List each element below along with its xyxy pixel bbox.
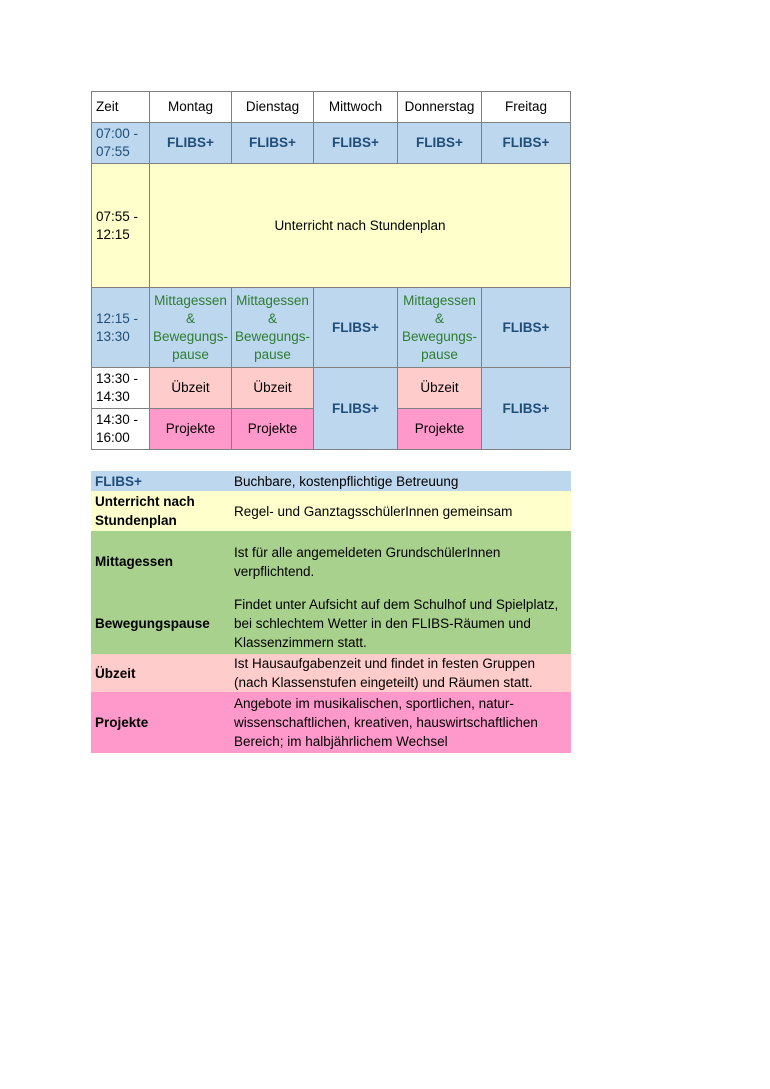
header-dienstag: Dienstag	[232, 92, 314, 123]
schedule-table	[91, 91, 571, 450]
cell-flibs: FLIBS+	[232, 123, 314, 164]
cell-mittagessen: Mittagessen & Bewegungs-pause	[150, 288, 232, 368]
time-cell: 07:55 - 12:15	[92, 164, 150, 288]
time-cell: 07:00 - 07:55	[92, 123, 150, 164]
legend-row-uebzeit	[91, 654, 571, 692]
header-row	[92, 92, 571, 123]
cell-uebzeit: Übzeit	[150, 368, 232, 409]
row-0755	[92, 164, 571, 288]
legend-term: Projekte	[95, 715, 149, 730]
header-freitag: Freitag	[482, 92, 571, 123]
header-montag: Montag	[150, 92, 232, 123]
header-mittwoch: Mittwoch	[314, 92, 398, 123]
row-0700	[92, 123, 571, 164]
legend-row-unterricht	[91, 491, 571, 531]
legend-desc: Findet unter Aufsicht auf dem Schulhof und Spielplatz, bei schlechtem Wetter in den FLIBS-Räumen und Klassenzimmern statt.	[234, 596, 559, 650]
cell-projekte: Projekte	[232, 409, 314, 450]
header-zeit: Zeit	[92, 92, 150, 123]
cell-uebzeit: Übzeit	[232, 368, 314, 409]
cell-uebzeit: Übzeit	[398, 368, 482, 409]
cell-mittagessen: Mittagessen & Bewegungs-pause	[232, 288, 314, 368]
legend-term: Übzeit	[95, 665, 136, 681]
cell-unterricht: Unterricht nach Stundenplan	[150, 164, 571, 288]
legend-term: FLIBS+	[95, 473, 142, 489]
cell-flibs: FLIBS+	[314, 288, 398, 368]
legend-desc: Ist Hausaufgabenzeit und findet in festen Gruppen (nach Klassenstufen eingeteilt) und Räumen statt.	[234, 656, 535, 690]
cell-projekte: Projekte	[398, 409, 482, 450]
legend-desc: Ist für alle angemeldeten GrundschülerInnen verpflichtend.	[234, 544, 501, 579]
legend-row-bewegungspause	[91, 592, 571, 654]
legend-term: Mittagessen	[95, 554, 174, 569]
legend-row-mittagessen	[91, 531, 571, 592]
cell-flibs: FLIBS+	[314, 368, 398, 450]
time-cell: 13:30 - 14:30	[92, 368, 150, 409]
cell-flibs: FLIBS+	[482, 288, 571, 368]
cell-flibs: FLIBS+	[482, 368, 571, 450]
legend-term: Bewegungspause	[95, 615, 210, 631]
legend-term: Unterricht nach Stundenplan	[95, 494, 195, 528]
legend-row-projekte	[91, 692, 571, 753]
time-cell: 14:30 - 16:00	[92, 409, 150, 450]
legend-desc: Angebote im musikalischen, sportlichen, natur-wissenschaftlichen, kreativen, hauswirtschaftlichen Bereich; im halbjährlichem Wechsel	[234, 696, 538, 749]
legend-desc: Regel- und GanztagsschülerInnen gemeinsam	[234, 503, 513, 519]
header-donnerstag: Donnerstag	[398, 92, 482, 123]
cell-projekte: Projekte	[150, 409, 232, 450]
row-1330	[92, 368, 571, 409]
cell-flibs: FLIBS+	[150, 123, 232, 164]
cell-flibs: FLIBS+	[482, 123, 571, 164]
cell-mittagessen: Mittagessen & Bewegungs-pause	[398, 288, 482, 368]
legend-row-flibs	[91, 471, 571, 491]
row-1215	[92, 288, 571, 368]
time-cell: 12:15 - 13:30	[92, 288, 150, 368]
legend-desc: Buchbare, kostenpflichtige Betreuung	[234, 473, 459, 489]
cell-flibs: FLIBS+	[398, 123, 482, 164]
legend-table	[91, 471, 571, 753]
cell-flibs: FLIBS+	[314, 123, 398, 164]
